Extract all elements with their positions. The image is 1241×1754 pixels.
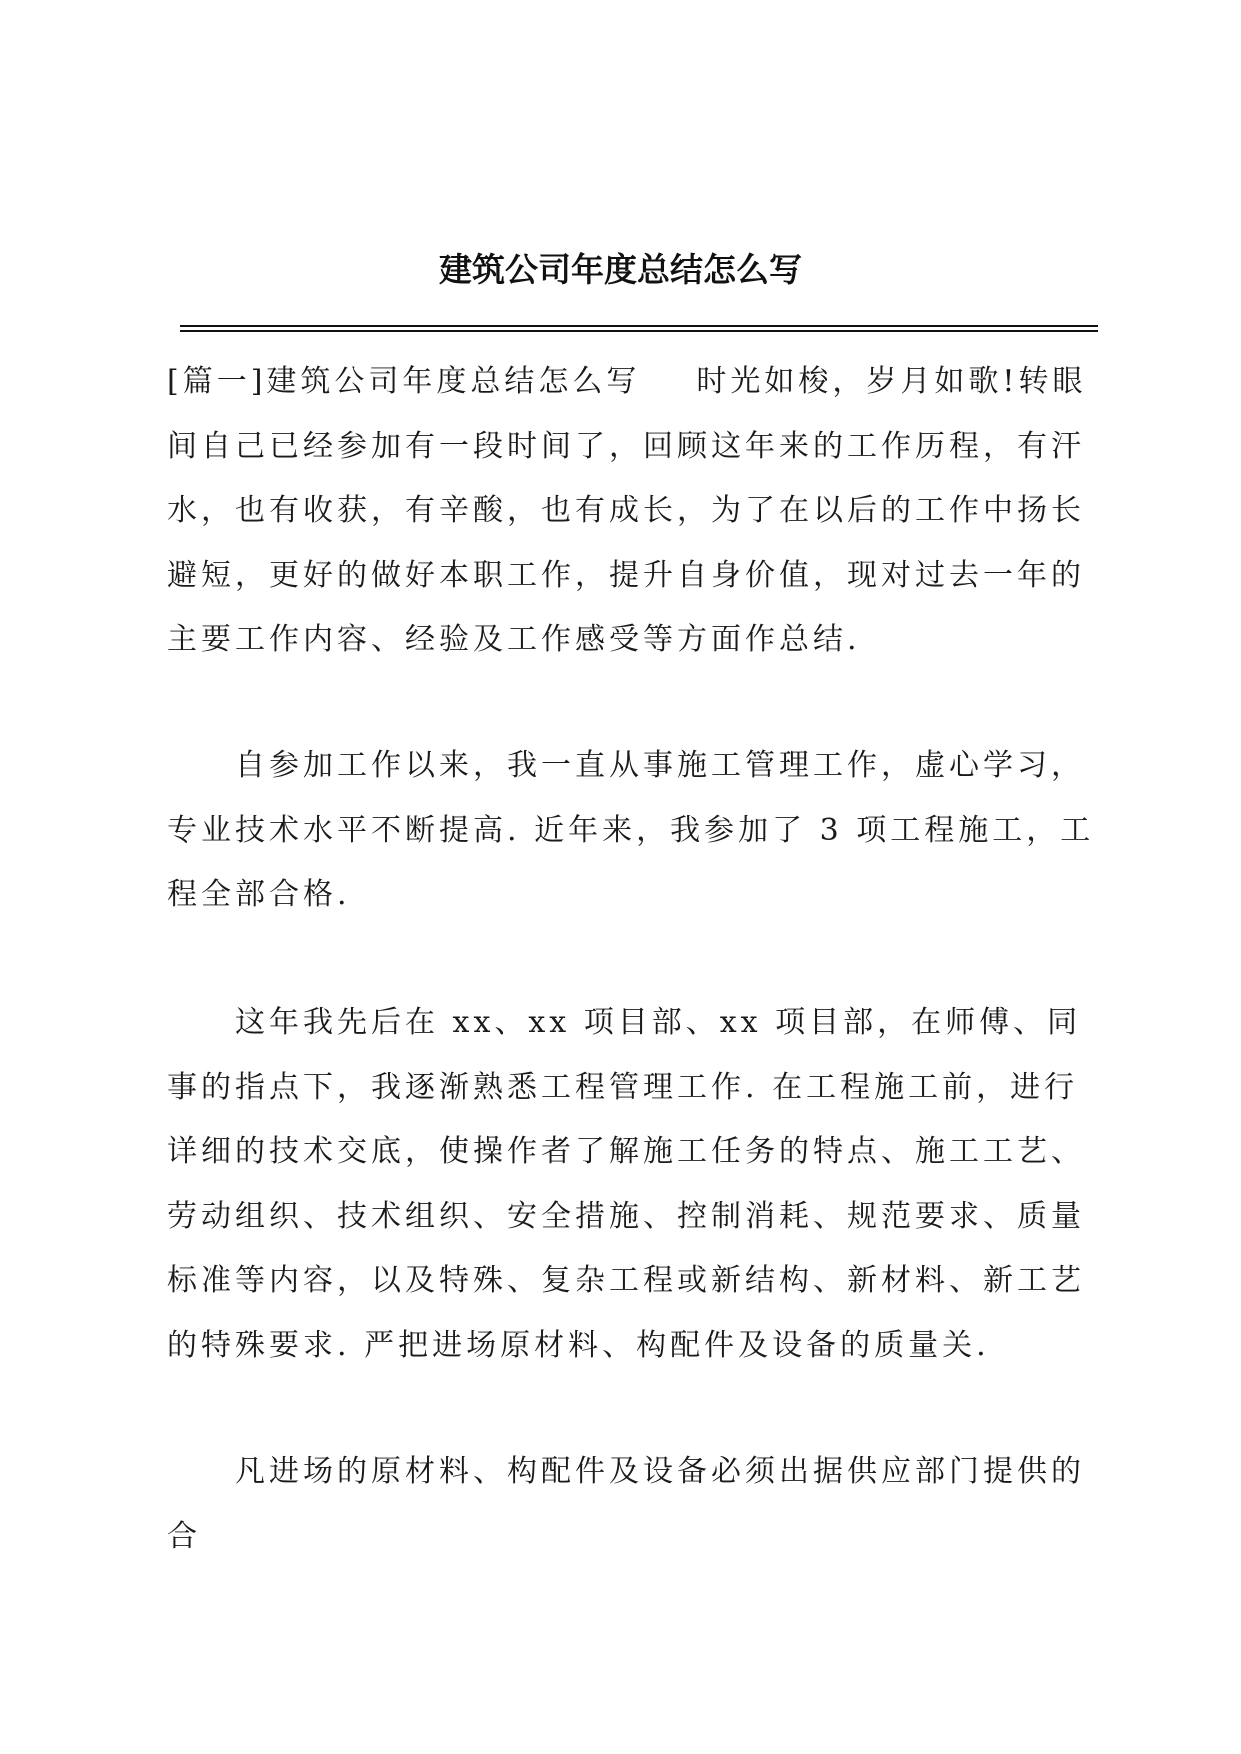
paragraph-2 — [167, 734, 1099, 928]
section-label: [篇一]建筑公司年度总结怎么写 — [167, 364, 641, 399]
paragraph-2-text: 自参加工作以来，我一直从事施工管理工作，虚心学习，专业技术水平不断提高. 近年来，我参加了 3 项工程施工，工程全部合格. — [167, 748, 1095, 912]
paragraph-4 — [167, 1440, 1099, 1569]
title-divider-thin — [180, 325, 1098, 327]
document-title: 建筑公司年度总结怎么写 — [439, 250, 802, 289]
paragraph-1 — [167, 350, 1099, 673]
paragraph-4-text: 凡进场的原材料、构配件及设备必须出据供应部门提供的合 — [167, 1454, 1085, 1554]
paragraph-3 — [167, 991, 1099, 1378]
paragraph-1-text: 时光如梭，岁月如歌!转眼间自己已经参加有一段时间了，回顾这年来的工作历程，有汗水，也有收获，有辛酸，也有成长，为了在以后的工作中扬长避短，更好的做好本职工作，提升自身价值，现对过去一年的主要工作内容、经验及工作感受等方面作总结. — [167, 364, 1087, 657]
title-divider-thick — [180, 330, 1098, 332]
paragraph-3-text: 这年我先后在 xx、xx 项目部、xx 项目部，在师傅、同事的指点下，我逐渐熟悉工程管理工作. 在工程施工前，进行详细的技术交底，使操作者了解施工任务的特点、施工工艺、劳动组织、技术组织、安全措施、控制消耗、规范要求、质量标准等内容，以及特殊、复杂工程或新结构、新材料、新工艺的特殊要求. 严把进场原材料、构配件及设备的质量关. — [167, 1005, 1085, 1363]
